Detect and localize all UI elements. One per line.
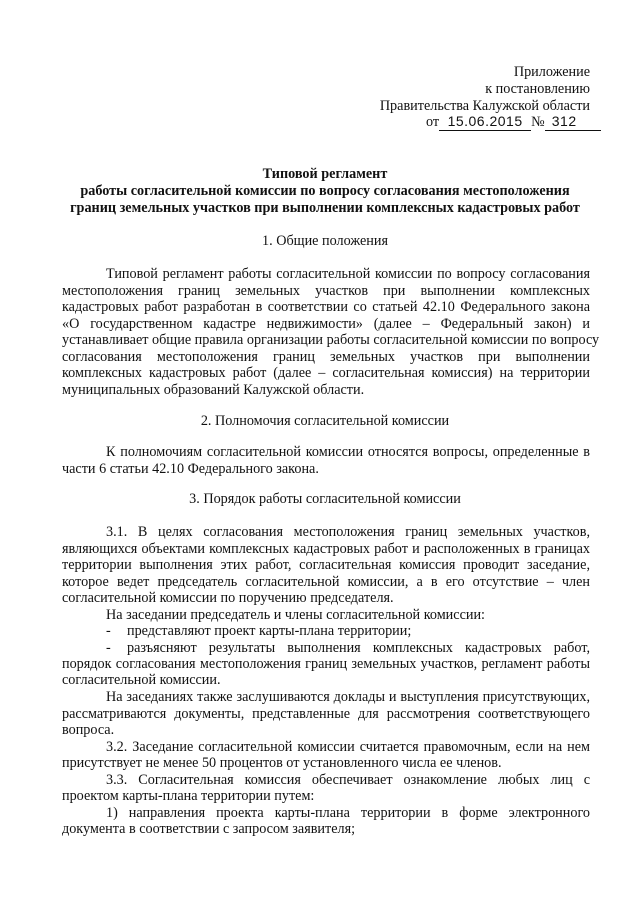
date-prefix: от (426, 114, 440, 130)
s3-line: присутствует не менее 50 процентов от установленного числа ее членов. (62, 755, 502, 771)
s3-line: территории выполнения этих работ, согласительная комиссия проводит заседание, (62, 557, 590, 573)
s3-line: На заседании председатель и члены согласительной комиссии: (106, 607, 485, 623)
date-value: 15.06.2015 (447, 113, 523, 129)
s3-line: являющихся объектами комплексных кадастровых работ и расположенных в границах (62, 541, 590, 557)
number-value: 312 (551, 113, 577, 129)
list-item: разъясняют результаты выполнения комплексных кадастровых работ, (127, 640, 590, 656)
s1-line: комплексных кадастровых работ (далее – согласительная комиссия) на территории (62, 365, 590, 381)
section-1-heading: 1. Общие положения (262, 233, 388, 249)
s3-line: вопроса. (62, 722, 115, 738)
number-prefix: № (531, 114, 545, 130)
title-line-3: границ земельных участков при выполнении комплексных кадастровых работ (70, 200, 580, 216)
date-field (439, 113, 531, 131)
s1-line: местоположения границ земельных участков при выполнении комплексных (62, 283, 590, 299)
title-line-1: Типовой регламент (262, 166, 388, 182)
title-line-2: работы согласительной комиссии по вопросу согласования местоположения (80, 183, 570, 199)
s3-line: рассматриваются документы, представленные для рассмотрения соответствующего (62, 706, 590, 722)
s3-line: порядок согласования местоположения границ земельных участков, регламент работы (62, 656, 590, 672)
s1-line: муниципальных образований Калужской области. (62, 382, 365, 398)
s3-line: 3.1. В целях согласования местоположения границ земельных участков, (106, 524, 590, 540)
list-dash: - (106, 623, 111, 639)
s3-line: На заседаниях также заслушиваются доклады и выступления присутствующих, (106, 689, 590, 705)
s1-line: устанавливает общие правила организации работы согласительной комиссии по вопросу (62, 332, 600, 348)
s3-line: документа в соответствии с запросом заявителя; (62, 821, 356, 837)
s1-line: кадастровых работ разработан в соответствии со статьей 42.10 Федерального закона (62, 299, 590, 315)
s3-line: 1) направления проекта карты-плана территории в форме электронного (106, 805, 590, 821)
list-item: представляют проект карты-плана территории; (127, 623, 412, 639)
s3-line: согласительной комиссии по поручению председателя. (62, 590, 394, 606)
s2-line: части 6 статьи 42.10 Федерального закона. (62, 461, 319, 477)
number-field (545, 113, 601, 131)
s3-line: 3.3. Согласительная комиссия обеспечивает ознакомление любых лиц с (106, 772, 590, 788)
header-date-row (426, 113, 601, 131)
s3-line: 3.2. Заседание согласительной комиссии считается правомочным, если на нем (106, 739, 590, 755)
s1-line: Типовой регламент работы согласительной комиссии по вопросу согласования (106, 266, 590, 282)
header-line-1: Приложение (513, 64, 590, 80)
s1-line: «О государственном кадастре недвижимости» (далее – Федеральный закон) и (62, 316, 590, 332)
s3-line: которое ведет председатель согласительной комиссии, а в его отсутствие – член (62, 574, 590, 590)
header-line-2: к постановлению (485, 81, 590, 97)
header-line-3: Правительства Калужской области (379, 98, 590, 114)
list-dash: - (106, 640, 111, 656)
section-2-heading: 2. Полномочия согласительной комиссии (200, 413, 450, 429)
s2-line: К полномочиям согласительной комиссии относятся вопросы, определенные в (106, 444, 590, 460)
s1-line: согласования местоположения границ земельных участков при выполнении (62, 349, 590, 365)
s3-line: согласительной комиссии. (62, 672, 221, 688)
s3-line: проектом карты-плана территории путем: (62, 788, 315, 804)
section-3-heading: 3. Порядок работы согласительной комиссии (189, 491, 461, 507)
